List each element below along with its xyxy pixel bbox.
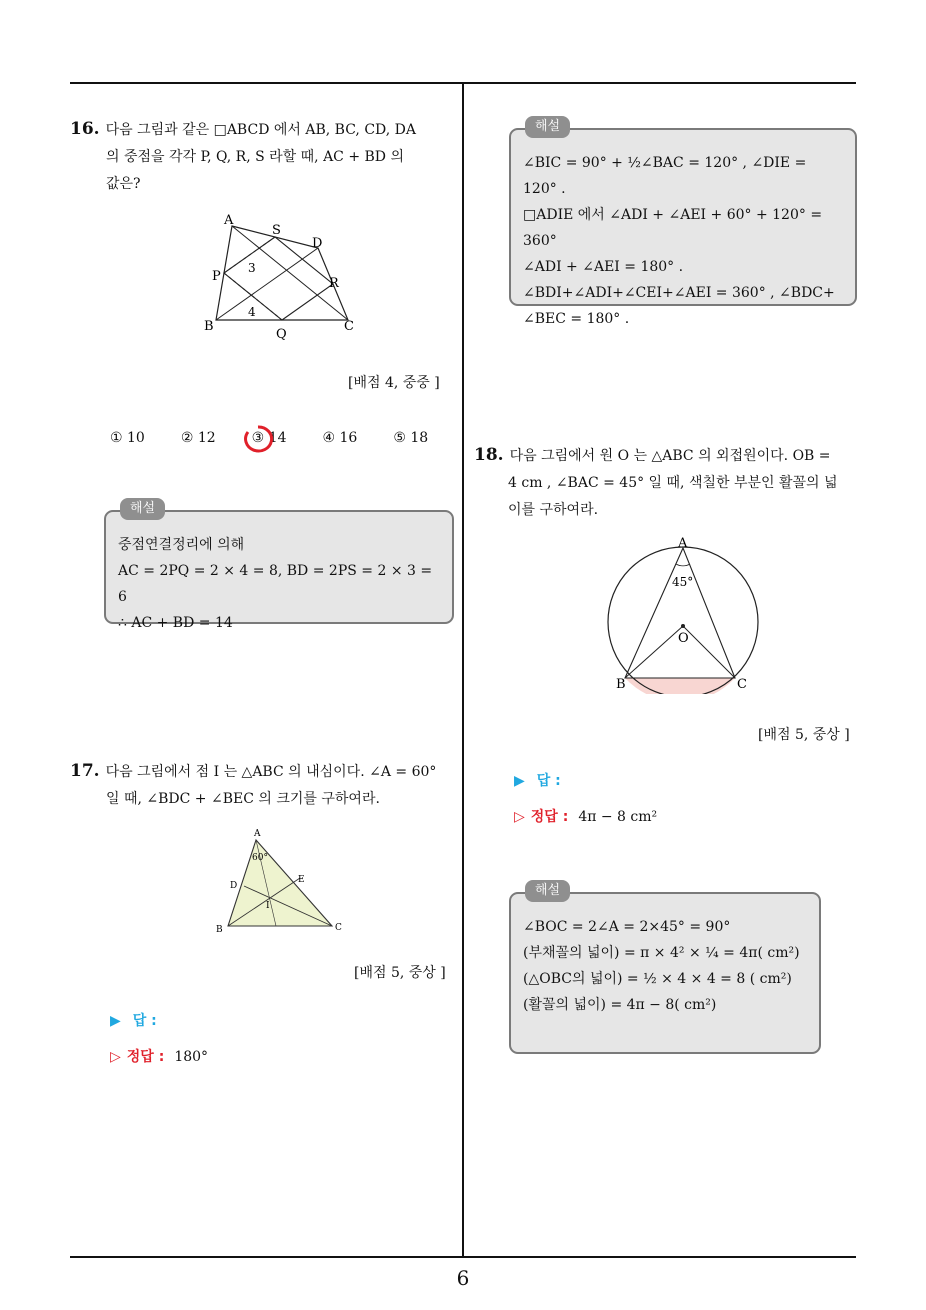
explanation-tag: 해설 <box>525 880 570 902</box>
label-I: I <box>266 901 270 911</box>
question-17 <box>70 758 460 813</box>
answer-row-17 <box>110 1010 157 1030</box>
explanation-tag: 해설 <box>525 116 570 138</box>
question-text-line: 의 중점을 각각 P, Q, R, S 라할 때, AC + BD 의 <box>106 149 405 165</box>
explanation-box-17 <box>509 119 857 327</box>
question-18 <box>474 442 864 524</box>
question-number: 17. <box>70 761 100 781</box>
answer-arrow-icon: ▶ <box>110 1013 121 1029</box>
explanation-line: ∠BIC = 90° + ½∠BAC = 120° , ∠DIE = 120° . <box>523 155 807 197</box>
choice-1[interactable]: ① 10 <box>110 430 145 446</box>
explanation-line: AC = 2PQ = 2 × 4 = 8, BD = 2PS = 2 × 3 = 6 <box>118 563 433 605</box>
label-D: D <box>312 236 323 251</box>
incenter-triangle-figure <box>210 826 350 936</box>
correct-label: 정답 : <box>530 809 569 825</box>
label-O: O <box>678 631 689 646</box>
choice-2[interactable]: ② 12 <box>180 430 216 446</box>
question-number: 18. <box>474 445 504 465</box>
selected-answer-mark-icon <box>242 424 274 456</box>
explanation-line: ∠BEC = 180° . <box>523 311 630 327</box>
correct-answer-18 <box>514 806 657 826</box>
quadrilateral-figure <box>196 208 366 348</box>
explanation-line: ∠BDI+∠ADI+∠CEI+∠AEI = 360° , ∠BDC+ <box>523 285 835 301</box>
length-4: 4 <box>248 305 256 319</box>
explanation-line: (부채꼴의 넓이) = π × 4² × ¼ = 4π( cm²) <box>523 945 800 961</box>
label-B: B <box>616 677 626 692</box>
question-text-line: 이를 구하여라. <box>508 502 599 518</box>
question-text-line: 다음 그림에서 점 I 는 △ABC 의 내심이다. ∠A = 60° <box>105 764 437 780</box>
length-3: 3 <box>248 261 256 275</box>
explanation-line: (△OBC의 넓이) = ½ × 4 × 4 = 8 ( cm²) <box>523 971 792 987</box>
label-A: A <box>224 213 234 228</box>
answer-row-18 <box>514 770 561 790</box>
label-Q: Q <box>276 327 287 342</box>
label-C: C <box>737 677 747 692</box>
answer-label: 답 : <box>132 1013 157 1029</box>
answer-label: 답 : <box>536 773 561 789</box>
explanation-line: (활꼴의 넓이) = 4π − 8( cm²) <box>523 997 717 1013</box>
angle-60: 60° <box>252 853 268 863</box>
page-number: 6 <box>456 1266 470 1290</box>
points-label: [배점 4, 중중 ] <box>348 375 440 391</box>
correct-arrow-icon: ▷ <box>110 1049 121 1065</box>
label-A: A <box>254 829 261 839</box>
correct-answer-17 <box>110 1046 208 1066</box>
choice-3[interactable]: ③ 14 <box>251 430 287 446</box>
choice-5[interactable]: ⑤ 18 <box>393 430 429 446</box>
label-C: C <box>335 923 342 933</box>
answer-arrow-icon: ▶ <box>514 773 525 789</box>
question-text-line: 다음 그림에서 원 O 는 △ABC 의 외접원이다. OB = <box>509 448 831 464</box>
label-B: B <box>204 319 214 334</box>
circumcircle-figure <box>600 534 770 694</box>
explanation-box-18 <box>509 883 821 1054</box>
choices-16 <box>110 430 464 446</box>
column-divider <box>462 82 464 1258</box>
explanation-line: ∴ AC + BD = 14 <box>118 615 233 631</box>
correct-label: 정답 : <box>126 1049 165 1065</box>
label-E: E <box>298 875 305 885</box>
choice-4[interactable]: ④ 16 <box>322 430 358 446</box>
explanation-box-16 <box>104 501 454 631</box>
question-16 <box>70 116 460 198</box>
label-A: A <box>678 536 688 551</box>
correct-value: 180° <box>174 1049 209 1065</box>
question-text-line: 값은? <box>106 176 141 192</box>
explanation-line: ∠BOC = 2∠A = 2×45° = 90° <box>523 919 731 935</box>
points-label: [배점 5, 중상 ] <box>354 965 446 981</box>
correct-value: 4π − 8 cm² <box>578 809 658 825</box>
question-number: 16. <box>70 119 100 139</box>
correct-arrow-icon: ▷ <box>514 809 525 825</box>
label-R: R <box>329 276 339 291</box>
points-label: [배점 5, 중상 ] <box>758 727 850 743</box>
label-D: D <box>230 881 238 891</box>
explanation-tag: 해설 <box>120 498 165 520</box>
explanation-line: □ADIE 에서 ∠ADI + ∠AEI + 60° + 120° = 360° <box>523 207 823 249</box>
label-C: C <box>344 319 354 334</box>
explanation-line: 중점연결정리에 의해 <box>118 537 245 553</box>
question-text-line: 4 cm , ∠BAC = 45° 일 때, 색칠한 부분인 활꼴의 넓 <box>508 475 838 491</box>
label-P: P <box>212 269 221 284</box>
label-B: B <box>216 925 223 935</box>
question-text-line: 다음 그림과 같은 □ABCD 에서 AB, BC, CD, DA <box>105 122 416 138</box>
label-S: S <box>272 223 281 238</box>
explanation-line: ∠ADI + ∠AEI = 180° . <box>523 259 684 275</box>
question-text-line: 일 때, ∠BDC + ∠BEC 의 크기를 구하여라. <box>106 791 380 807</box>
angle-45: 45° <box>672 575 694 589</box>
bottom-rule <box>70 1256 856 1258</box>
